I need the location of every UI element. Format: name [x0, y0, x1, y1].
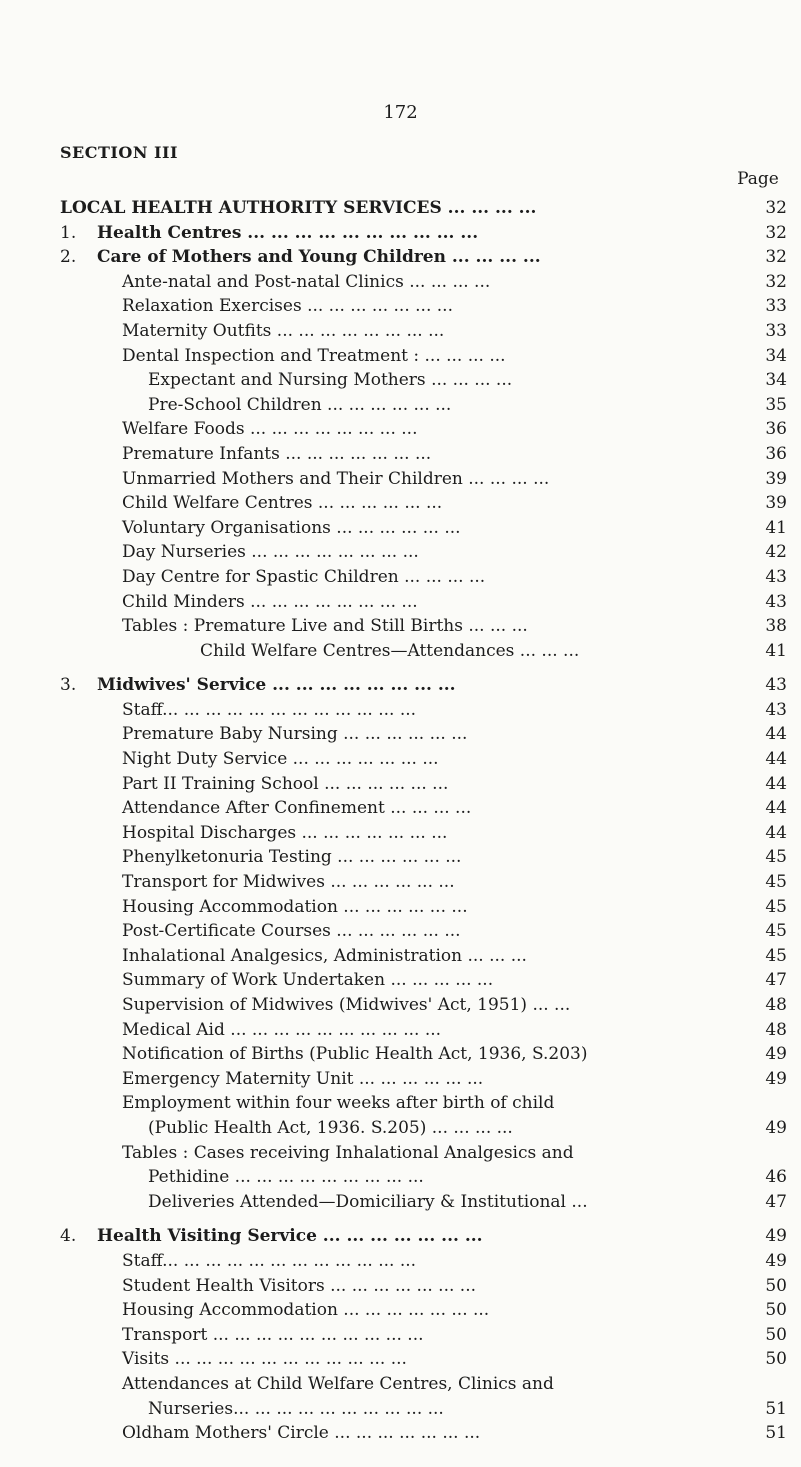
toc-page-number: 48 — [765, 1019, 787, 1040]
toc-entry-text: Child Welfare Centres—Attendances ... ... ... — [200, 640, 580, 661]
toc-entry-text: Midwives' Service ... ... ... ... ... ... ... ... — [97, 675, 456, 696]
toc-page-number: 34 — [765, 370, 787, 391]
toc-entry-text: Summary of Work Undertaken ... ... ... ... ... — [122, 970, 494, 991]
toc-page-number: 49 — [765, 1226, 787, 1247]
toc-row — [0, 1190, 801, 1215]
toc-page-number: 39 — [765, 468, 787, 489]
toc-page-number: 48 — [765, 995, 787, 1015]
toc-row — [0, 196, 801, 221]
toc-page-number: 44 — [765, 749, 787, 770]
toc-row — [0, 221, 801, 246]
toc-row — [0, 1274, 801, 1299]
toc-row — [0, 344, 801, 369]
toc-row — [0, 442, 801, 467]
toc-entry-text: Attendances at Child Welfare Centres, Clinics and — [122, 1373, 554, 1394]
toc-entry-text: Child Welfare Centres ... ... ... ... ... ... — [122, 493, 443, 514]
toc-row — [0, 590, 801, 615]
toc-entry-text: Oldham Mothers' Circle ... ... ... ... ... ... ... — [122, 1423, 481, 1444]
toc-row — [0, 1298, 801, 1323]
toc-entry-text: Welfare Foods ... ... ... ... ... ... ... ... — [122, 419, 418, 440]
toc-page-number: 32 — [765, 198, 787, 218]
table-of-contents — [0, 196, 801, 1446]
toc-row — [0, 1372, 801, 1397]
toc-page-number: 47 — [765, 970, 787, 991]
toc-item-number: 1. — [60, 222, 77, 243]
toc-row — [0, 319, 801, 344]
toc-entry-text: Maternity Outfits ... ... ... ... ... ... ... ... — [122, 320, 445, 341]
toc-row — [0, 1116, 801, 1141]
toc-page-number: 36 — [765, 419, 787, 440]
toc-page-number: 32 — [765, 247, 787, 268]
toc-page-number: 45 — [765, 847, 787, 868]
toc-page-number: 43 — [765, 699, 787, 720]
toc-entry-text: Unmarried Mothers and Their Children ... ... ... ... — [122, 468, 550, 489]
toc-page-number: 36 — [765, 443, 787, 464]
toc-entry-text: Premature Infants ... ... ... ... ... ... ... — [122, 443, 432, 464]
toc-page-number: 50 — [765, 1275, 787, 1296]
toc-row — [0, 870, 801, 895]
toc-entry-text: Employment within four weeks after birth of child — [122, 1093, 555, 1114]
toc-row — [0, 368, 801, 393]
toc-entry-text: Day Centre for Spastic Children ... ... ... ... — [122, 566, 486, 587]
toc-entry-text: Transport for Midwives ... ... ... ... ... ... — [122, 872, 455, 893]
toc-row — [0, 1091, 801, 1116]
toc-row — [0, 1224, 801, 1249]
toc-row — [0, 1067, 801, 1092]
toc-entry-text: Tables : Cases receiving Inhalational Analgesics and — [122, 1142, 574, 1163]
toc-row — [0, 747, 801, 772]
toc-row — [0, 270, 801, 295]
toc-entry-text: Relaxation Exercises ... ... ... ... ... ... ... — [122, 296, 453, 317]
toc-row — [0, 1165, 801, 1190]
toc-page-number: 50 — [765, 1349, 787, 1370]
toc-page-number: 41 — [765, 640, 787, 661]
toc-entry-text: Pre-School Children ... ... ... ... ... ... — [148, 394, 452, 415]
toc-row — [0, 1249, 801, 1274]
toc-entry-text: Expectant and Nursing Mothers ... ... ... ... — [148, 370, 513, 391]
toc-page-number: 50 — [765, 1300, 787, 1321]
toc-page-number: 45 — [765, 872, 787, 893]
toc-page-number: 43 — [765, 591, 787, 612]
toc-page-number: 45 — [765, 896, 787, 917]
toc-entry-text: Health Centres ... ... ... ... ... ... ... ... ... ... — [97, 222, 479, 243]
toc-page-number: 39 — [765, 493, 787, 514]
toc-entry-text: (Public Health Act, 1936. S.205) ... ... ... ... — [148, 1117, 513, 1138]
toc-entry-text: Night Duty Service ... ... ... ... ... ... ... — [122, 749, 439, 770]
toc-row — [0, 245, 801, 270]
toc-row — [0, 673, 801, 698]
toc-page-number: 42 — [765, 542, 787, 563]
toc-row — [0, 516, 801, 541]
toc-row — [0, 491, 801, 516]
toc-row — [0, 1042, 801, 1067]
toc-entry-text: Emergency Maternity Unit ... ... ... ... ... ... — [122, 1068, 484, 1089]
toc-row — [0, 993, 801, 1018]
toc-entry-text: Phenylketonuria Testing ... ... ... ... ... ... — [122, 847, 462, 868]
toc-page-number: 43 — [765, 675, 787, 696]
toc-entry-text: Transport ... ... ... ... ... ... ... ... ... ... — [122, 1324, 424, 1345]
toc-row — [0, 294, 801, 319]
toc-entry-text: Health Visiting Service ... ... ... ... ... ... ... — [97, 1226, 483, 1247]
toc-entry-text: Post-Certificate Courses ... ... ... ... ... ... — [122, 921, 461, 942]
toc-entry-text: Staff... ... ... ... ... ... ... ... ... ... ... ... — [122, 699, 417, 720]
toc-entry-text: Day Nurseries ... ... ... ... ... ... ... ... — [122, 542, 419, 563]
toc-row — [0, 1323, 801, 1348]
toc-entry-text: Student Health Visitors ... ... ... ... ... ... ... — [122, 1275, 476, 1296]
toc-item-number: 4. — [60, 1226, 77, 1247]
toc-row — [0, 796, 801, 821]
toc-entry-text: Deliveries Attended—Domiciliary & Institutional ... — [148, 1191, 588, 1212]
toc-row — [0, 919, 801, 944]
toc-entry-text: Medical Aid ... ... ... ... ... ... ... ... ... ... — [122, 1019, 442, 1040]
toc-entry-text: Care of Mothers and Young Children ... ... ... ... — [97, 247, 541, 268]
toc-entry-text: Dental Inspection and Treatment : ... ... ... ... — [122, 345, 506, 366]
toc-entry-text: Nurseries... ... ... ... ... ... ... ... ... ... — [148, 1398, 444, 1419]
toc-entry-text: Premature Baby Nursing ... ... ... ... ... ... — [122, 724, 468, 745]
toc-row — [0, 565, 801, 590]
toc-row — [0, 845, 801, 870]
toc-row — [0, 393, 801, 418]
toc-page-number: 45 — [765, 921, 787, 942]
toc-row — [0, 1421, 801, 1446]
toc-entry-text: Notification of Births (Public Health Act, 1936, S.203) — [122, 1044, 588, 1065]
toc-row — [0, 540, 801, 565]
toc-page-number: 32 — [765, 222, 787, 243]
toc-entry-text: Supervision of Midwives (Midwives' Act, 1951) ... ... — [122, 995, 571, 1015]
toc-row — [0, 821, 801, 846]
toc-row — [0, 722, 801, 747]
toc-row — [0, 1397, 801, 1422]
toc-row — [0, 968, 801, 993]
toc-entry-text: LOCAL HEALTH AUTHORITY SERVICES ... ... ... ... — [60, 198, 537, 218]
toc-row — [0, 417, 801, 442]
toc-entry-text: Housing Accommodation ... ... ... ... ... ... — [122, 896, 468, 917]
toc-page-number: 41 — [765, 517, 787, 538]
toc-entry-text: Visits ... ... ... ... ... ... ... ... ... ... ... — [122, 1349, 407, 1370]
toc-entry-text: Voluntary Organisations ... ... ... ... ... ... — [122, 517, 461, 538]
page-number: 172 — [383, 102, 418, 123]
toc-page-number: 38 — [765, 616, 787, 637]
toc-entry-text: Part II Training School ... ... ... ... ... ... — [122, 773, 449, 794]
toc-page-number: 44 — [765, 822, 787, 843]
toc-item-number: 3. — [60, 675, 77, 696]
toc-page-number: 49 — [765, 1250, 787, 1271]
toc-page-number: 34 — [765, 345, 787, 366]
toc-page-number: 44 — [765, 724, 787, 745]
toc-entry-text: Hospital Discharges ... ... ... ... ... ... ... — [122, 822, 448, 843]
toc-page-number: 51 — [765, 1398, 787, 1419]
toc-entry-text: Child Minders ... ... ... ... ... ... ... ... — [122, 591, 418, 612]
toc-row — [0, 698, 801, 723]
toc-entry-text: Inhalational Analgesics, Administration ... ... ... — [122, 945, 527, 966]
page-column-header: Page — [737, 169, 779, 189]
toc-page-number: 33 — [765, 320, 787, 341]
toc-page-number: 33 — [765, 296, 787, 317]
toc-row — [0, 895, 801, 920]
toc-row — [0, 467, 801, 492]
toc-page-number: 49 — [765, 1068, 787, 1089]
toc-row — [0, 944, 801, 969]
toc-row — [0, 614, 801, 639]
toc-row — [0, 772, 801, 797]
toc-page-number: 43 — [765, 566, 787, 587]
toc-row — [0, 639, 801, 664]
toc-row — [0, 1018, 801, 1043]
toc-page-number: 49 — [765, 1044, 787, 1065]
toc-entry-text: Attendance After Confinement ... ... ... ... — [122, 798, 472, 819]
toc-item-number: 2. — [60, 247, 77, 268]
toc-page-number: 35 — [765, 394, 787, 415]
toc-entry-text: Pethidine ... ... ... ... ... ... ... ... ... — [148, 1167, 424, 1188]
section-title: SECTION III — [60, 143, 178, 162]
toc-row — [0, 1141, 801, 1166]
toc-entry-text: Ante-natal and Post-natal Clinics ... ... ... ... — [122, 271, 491, 292]
toc-entry-text: Tables : Premature Live and Still Births ... ... ... — [122, 616, 528, 637]
toc-page-number: 47 — [765, 1191, 787, 1212]
toc-page-number: 51 — [765, 1423, 787, 1444]
toc-entry-text: Staff... ... ... ... ... ... ... ... ... ... ... ... — [122, 1250, 417, 1271]
toc-page-number: 45 — [765, 945, 787, 966]
toc-entry-text: Housing Accommodation ... ... ... ... ... ... ... — [122, 1300, 490, 1321]
toc-page-number: 46 — [765, 1167, 787, 1188]
toc-page-number: 44 — [765, 773, 787, 794]
toc-page-number: 32 — [765, 271, 787, 292]
toc-row — [0, 1347, 801, 1372]
toc-page-number: 50 — [765, 1324, 787, 1345]
toc-page-number: 49 — [765, 1117, 787, 1138]
toc-page-number: 44 — [765, 798, 787, 819]
